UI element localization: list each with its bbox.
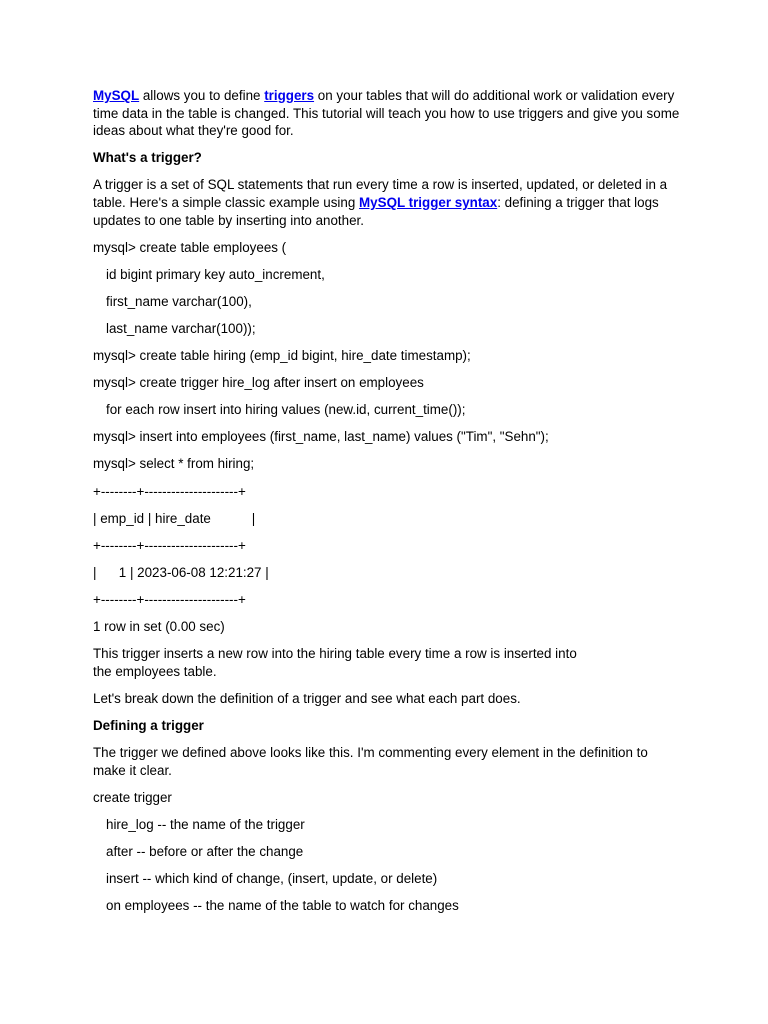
definition-code-line: after -- before or after the change <box>106 843 304 859</box>
code-line: mysql> create table employees ( <box>93 239 287 255</box>
definition-code-line: insert -- which kind of change, (insert, update, or delete) <box>106 870 438 886</box>
code-line: first_name varchar(100), <box>106 293 252 309</box>
explanation-line-1: This trigger inserts a new row into the hiring table every time a row is inserted into <box>93 646 577 662</box>
definition-code-line: hire_log -- the name of the trigger <box>106 816 305 832</box>
code-line: mysql> create trigger hire_log after insert on employees <box>93 375 424 391</box>
definition-text-2: : defining a trigger that logs updates to one table by inserting into another. <box>93 194 659 228</box>
trigger-definition-paragraph <box>93 176 683 229</box>
section-heading-defining-a-trigger: Defining a trigger <box>93 717 204 733</box>
intro-text-2: on your tables that will do additional work or validation every time data in the table is changed. This tutorial will teach you how to use triggers and give you some ideas about what they're good for. <box>93 88 680 139</box>
definition-code-line: create trigger <box>93 789 172 805</box>
explanation-paragraph <box>93 645 683 680</box>
defining-paragraph: The trigger we defined above looks like this. I'm commenting every element in the definition to make it clear. <box>93 744 648 778</box>
code-line: id bigint primary key auto_increment, <box>106 266 325 282</box>
result-table-border: +--------+---------------------+ <box>93 537 246 553</box>
result-table-border: +--------+---------------------+ <box>93 591 246 607</box>
result-table-row: | 1 | 2023-06-08 12:21:27 | <box>93 564 269 580</box>
definition-code-line: on employees -- the name of the table to watch for changes <box>106 898 459 913</box>
code-line: mysql> select * from hiring; <box>93 456 255 472</box>
result-table-header: | emp_id | hire_date | <box>93 510 256 526</box>
code-line: mysql> insert into employees (first_name, last_name) values ("Tim", "Sehn"); <box>93 429 549 445</box>
breakdown-paragraph: Let's break down the definition of a trigger and see what each part does. <box>93 690 521 706</box>
result-summary: 1 row in set (0.00 sec) <box>93 618 225 634</box>
triggers-link[interactable]: triggers <box>264 88 315 103</box>
mysql-trigger-syntax-link[interactable]: MySQL trigger syntax <box>359 194 498 210</box>
code-line: mysql> create table hiring (emp_id bigint, hire_date timestamp); <box>93 348 471 364</box>
definition-text-1: A trigger is a set of SQL statements that run every time a row is inserted, updated, or deleted in a table. Here's a simple classic example using <box>93 177 668 210</box>
intro-paragraph <box>93 87 683 140</box>
document-body <box>93 87 683 924</box>
section-heading-whats-a-trigger: What's a trigger? <box>93 150 202 166</box>
code-line: last_name varchar(100)); <box>106 320 256 336</box>
intro-text-1: allows you to define <box>139 88 265 103</box>
mysql-link[interactable]: MySQL <box>93 88 140 103</box>
explanation-line-2: the employees table. <box>93 663 217 679</box>
result-table-border: +--------+---------------------+ <box>93 483 246 499</box>
code-line: for each row insert into hiring values (new.id, current_time()); <box>106 402 466 418</box>
